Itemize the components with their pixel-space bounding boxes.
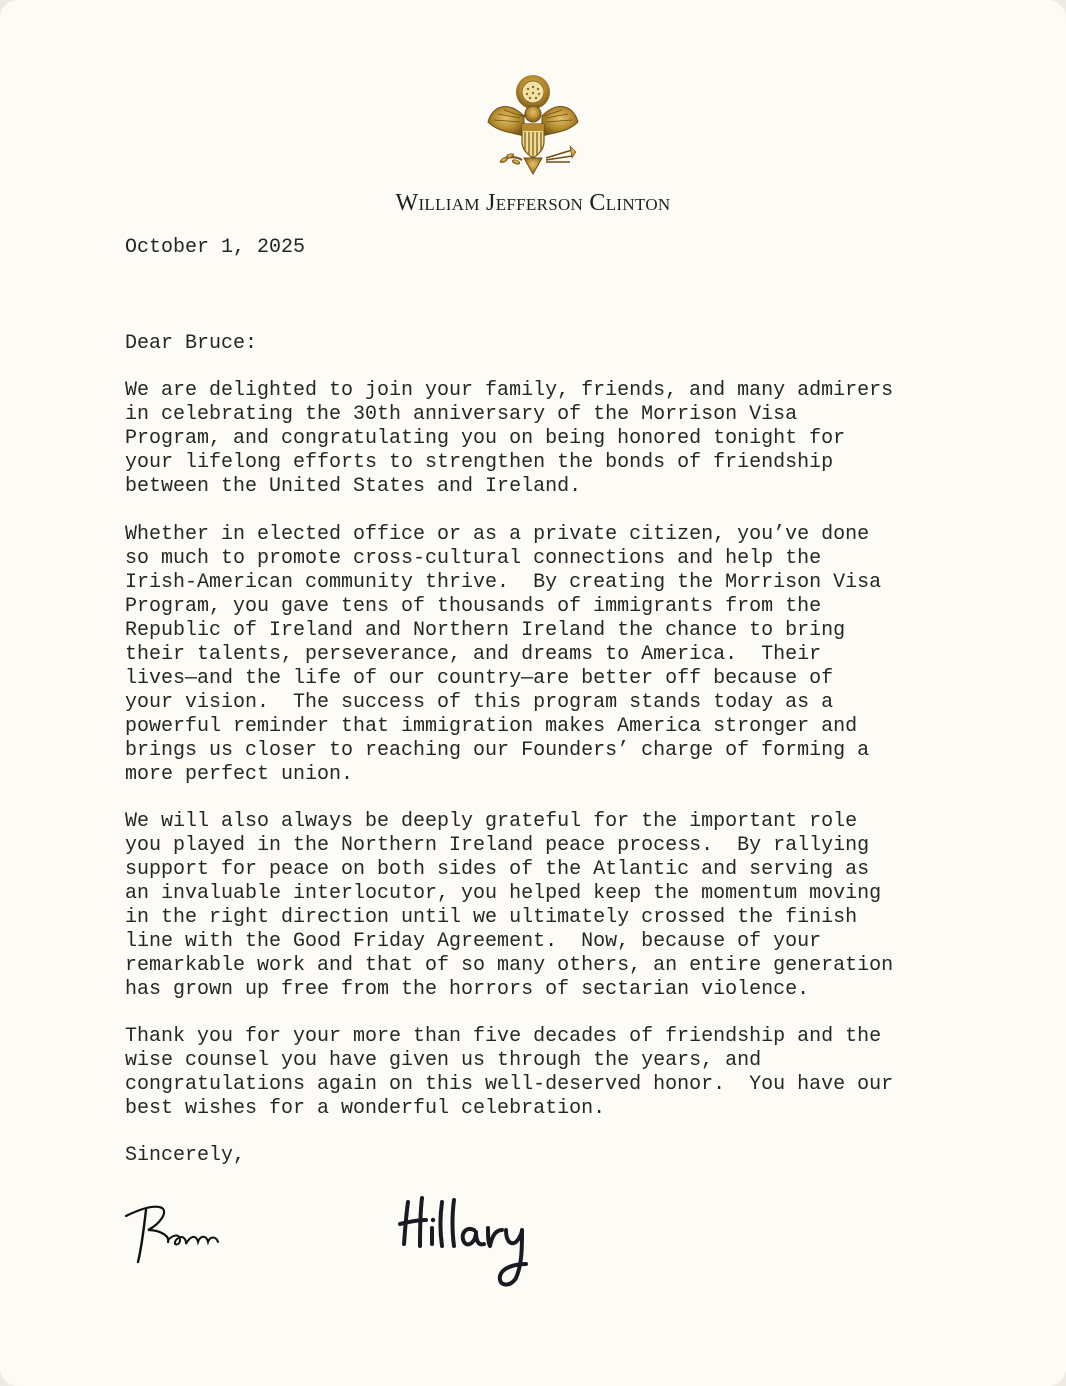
eagle-seal-icon (480, 70, 586, 182)
salutation: Dear Bruce: (125, 332, 258, 355)
paragraph-2: Whether in elected office or as a private citizen, you’ve done so much to promote cross-cultural connections and help the Irish-American community thrive. By creating the Morrison Visa Program, you gave tens of thousands of immigrants from the Republic of Ireland and Northern Ireland the chance to bring their talents, perseverance, and dreams to America. Their lives—and the life of our country—are better off because of your vision. The success of this program stands today as a powerful reminder that immigration makes America stronger and brings us closer to reaching our Founders’ charge of forming a more perfect union. (125, 523, 882, 786)
closing: Sincerely, (125, 1144, 246, 1167)
paragraph-1: We are delighted to join your family, friends, and many admirers in celebrating the 30th anniversary of the Morrison Visa Program, and congratulating you on being honored tonight for your lifelong efforts to strengthen the bonds of friendship between the United States and Ireland. (125, 379, 894, 498)
paragraph-4: Thank you for your more than five decades of friendship and the wise counsel you have given us through the years, and congratulations again on this well-deserved honor. You have our best wishes for a wonderful celebration. (125, 1025, 894, 1120)
signature-bill (120, 1190, 230, 1270)
signature-hillary (396, 1192, 541, 1292)
letterhead-name: William Jefferson Clinton (395, 190, 671, 216)
letter-date: October 1, 2025 (125, 236, 306, 259)
paragraph-3: We will also always be deeply grateful for the important role you played in the Northern Ireland peace process. By rallying support for peace on both sides of the Atlantic and serving as an invaluable interlocutor, you helped keep the momentum moving in the right direction until we ultimately crossed the finish line with the Good Friday Agreement. Now, because of your remarkable work and that of so many others, an entire generation has grown up free from the horrors of sectarian violence. (125, 810, 894, 1001)
letterhead (0, 190, 1066, 217)
